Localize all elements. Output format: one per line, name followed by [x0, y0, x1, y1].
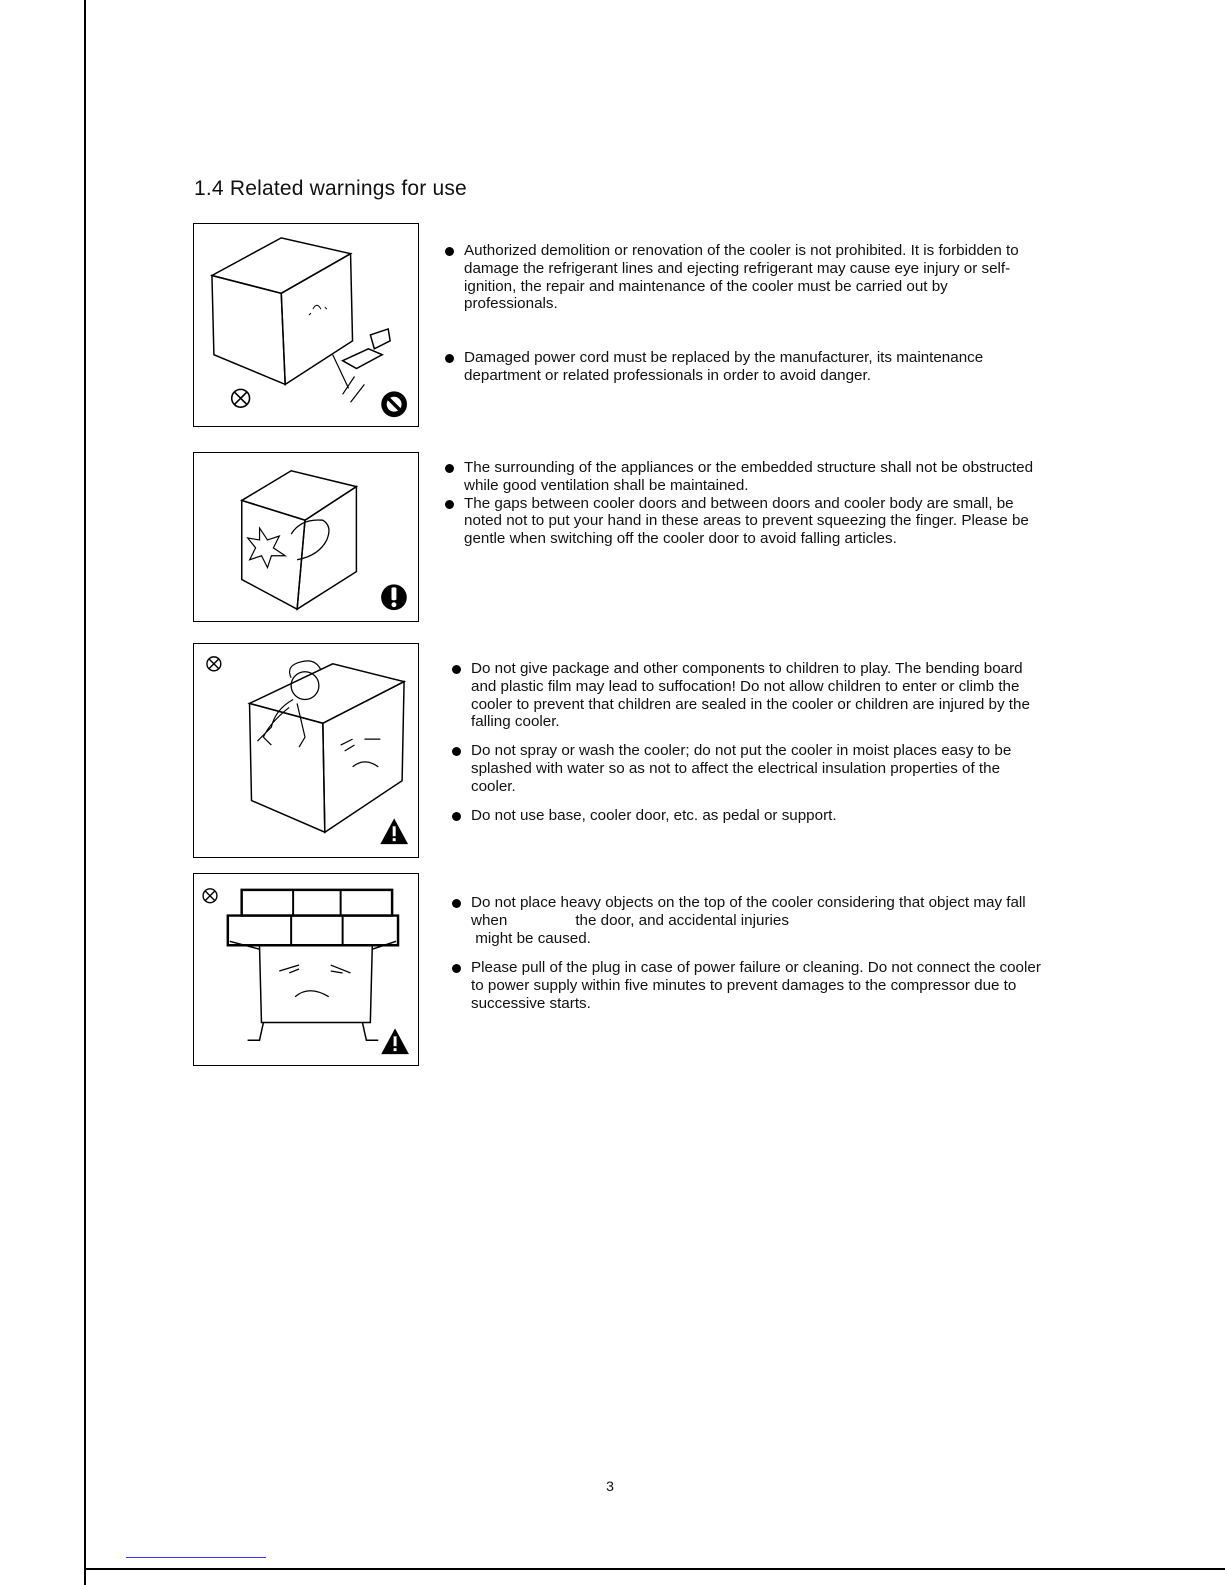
- prohibit-circle-x-icon: [203, 889, 217, 903]
- cooler-disassembly-drawing: [194, 224, 418, 426]
- warning-list-2: [445, 459, 1037, 548]
- list-item: Do not use base, cooler door, etc. as pedal or support.: [452, 807, 1037, 825]
- illustration-child-climbing: [193, 643, 419, 858]
- list-item: [452, 894, 1042, 947]
- warning-list-1: [445, 242, 1037, 385]
- prohibition-sign-icon: [381, 391, 407, 417]
- warning-triangle-icon: [381, 1028, 409, 1054]
- footer-link-underline: [126, 1557, 266, 1558]
- left-margin-rule: [84, 0, 86, 1585]
- list-item: Do not give package and other components to children to play. The bending board and plastic film may lead to suffocation! Do not allow children to enter or climb the cooler to prevent that children are sealed in the cooler or children are injured by the falling cooler.: [452, 660, 1037, 731]
- child-climbing-cooler-drawing: [194, 644, 418, 857]
- list-item: The surrounding of the appliances or the embedded structure shall not be obstructed while good ventilation shall be maintained.: [445, 459, 1037, 495]
- list-item: Do not spray or wash the cooler; do not put the cooler in moist places easy to be splashed with water so as not to affect the electrical insulation properties of the cooler.: [452, 742, 1037, 795]
- prohibit-circle-x-icon: [232, 389, 250, 407]
- list-item: Authorized demolition or renovation of the cooler is not prohibited. It is forbidden to damage the refrigerant lines and ejecting refrigerant may cause eye injury or self-ignition, the repair and maintenance of the cooler must be carried out by professionals.: [445, 242, 1037, 313]
- list-item-text: might be caused.: [475, 929, 591, 947]
- warning-list-4: [452, 894, 1042, 1013]
- list-item: Damaged power cord must be replaced by the manufacturer, its maintenance department or related professionals in order to avoid danger.: [445, 349, 1037, 385]
- prohibit-circle-x-icon: [207, 657, 221, 671]
- cooler-door-pinch-drawing: [194, 453, 418, 621]
- list-item-text: Do not place heavy objects on the top of the cooler considering that object may fall when: [471, 894, 1026, 929]
- warning-list-3: [452, 660, 1037, 824]
- mandatory-exclamation-icon: [381, 584, 407, 610]
- bottom-margin-rule: [84, 1568, 1225, 1570]
- list-item: The gaps between cooler doors and between doors and cooler body are small, be noted not to put your hand in these areas to prevent squeezing the finger. Please be gentle when switching off the cooler door to avoid falling articles.: [445, 495, 1037, 548]
- illustration-disassembly: [193, 223, 419, 427]
- heavy-objects-on-cooler-drawing: [194, 874, 418, 1065]
- list-item-text: the door, and accidental injuries: [575, 911, 789, 929]
- list-item: Please pull of the plug in case of power failure or cleaning. Do not connect the cooler to power supply within five minutes to prevent damages to the compressor due to successive starts.: [452, 959, 1042, 1012]
- illustration-heavy-objects: [193, 873, 419, 1066]
- warning-triangle-icon: [380, 818, 408, 844]
- illustration-finger-pinch: [193, 452, 419, 622]
- page-number: 3: [606, 1478, 614, 1494]
- section-heading: 1.4 Related warnings for use: [194, 177, 467, 200]
